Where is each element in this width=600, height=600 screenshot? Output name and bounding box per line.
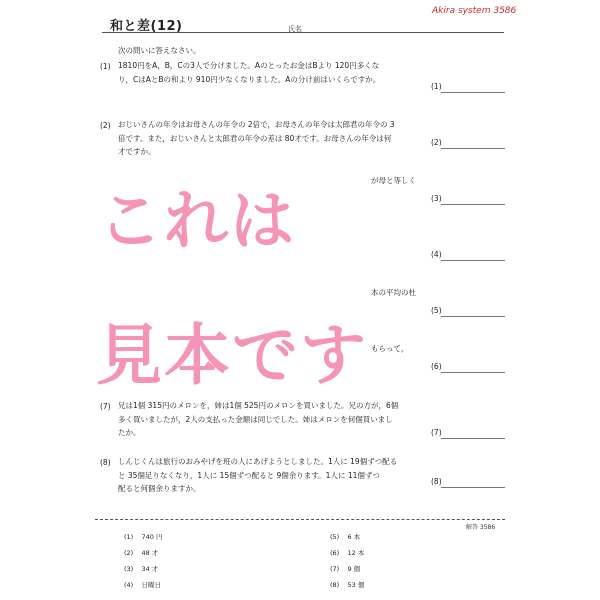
answer-label-6: (6) (431, 362, 442, 371)
name-field-label: 氏名 (288, 25, 302, 33)
answer-key-num: (2) (124, 549, 134, 557)
answer-label-8: (8) (431, 477, 442, 486)
instruction-text: 次の問いに答えなさい。 (118, 46, 201, 55)
answer-label-3: (3) (431, 194, 442, 203)
answer-key-num: (1) (124, 533, 134, 541)
answer-key-value: 53 個 (347, 581, 365, 589)
answer-label-2: (2) (431, 138, 442, 147)
question-8-text (118, 455, 440, 496)
answer-key-item-8 (330, 580, 364, 589)
answer-key-item-4 (124, 580, 161, 589)
answer-label-5: (5) (431, 306, 442, 315)
question-1-line-1: 1810円をA，B，Cの3人で分けました。Aのとったお金はBより 120円多くな (118, 61, 380, 70)
question-7-line-1: 兄は1個 315円のメロンを，姉は1個 525円のメロンを買いました。兄の方が，6個 (118, 401, 399, 410)
question-5-fragment: 本の平均の杜 (371, 288, 416, 297)
question-8-number: (8) (100, 458, 111, 467)
answer-blank-8[interactable] (441, 487, 505, 488)
question-2-line-2: 倍です。また，おじいさんと太郎君の年令の差は 80才です。お母さんの年令は何 (118, 133, 392, 143)
question-8-line-2: と 35個足りなくなり，1人に 15個ずつ配ると 9個余ります。1人に 11個ずつ (118, 470, 380, 480)
answer-blank-4[interactable] (441, 260, 505, 261)
answer-key-num: (8) (330, 581, 340, 589)
answer-blank-3[interactable] (441, 204, 505, 205)
answer-key-value: 12 本 (347, 549, 365, 557)
answer-blank-5[interactable] (441, 316, 505, 317)
question-7-line-3: たか。 (118, 428, 141, 437)
answer-key-value: 740 円 (141, 533, 163, 541)
answer-key-num: (3) (124, 565, 134, 573)
question-2-line-3: 才ですか。 (118, 147, 156, 156)
answer-blank-7[interactable] (441, 438, 505, 439)
worksheet-title: 和と差(12) (110, 19, 183, 34)
answer-key-value: 34 才 (141, 565, 159, 573)
question-2-line-1: おじいさんの年令はお母さんの年令の 2倍で，お母さんの年令は太郎君の年令の 3 (118, 120, 395, 129)
answer-key-value: 9 個 (347, 565, 361, 573)
sample-watermark-line-2: 見本です (96, 317, 368, 394)
answer-key-value: 6 本 (347, 533, 361, 541)
answer-key-item-1 (124, 532, 162, 541)
answer-key-label: 解答 3586 (466, 524, 496, 531)
answer-key-item-2 (124, 548, 158, 557)
answer-key-item-3 (124, 564, 158, 573)
brand-label: Akira system 3586 (432, 6, 517, 16)
answer-key-item-6 (330, 548, 364, 557)
answer-key-item-7 (330, 564, 360, 573)
answer-key-divider (95, 519, 505, 520)
question-8-line-1: しんじくんは旅行のおみやげを班の人にあげようとしました。1人に 19個ずつ配る (118, 457, 398, 466)
answer-key-value: 日曜日 (141, 581, 161, 589)
answer-key-num: (7) (330, 565, 340, 573)
header-rule (102, 32, 504, 33)
question-7-text (118, 399, 440, 440)
answer-label-1: (1) (431, 82, 442, 91)
answer-blank-2[interactable] (441, 148, 505, 149)
question-6-fragment: もらって， (371, 344, 409, 353)
answer-key-num: (5) (330, 533, 340, 541)
answer-blank-1[interactable] (441, 92, 505, 93)
answer-label-4: (4) (431, 250, 442, 259)
answer-blank-6[interactable] (441, 372, 505, 373)
question-2-number: (2) (100, 121, 111, 130)
answer-key-item-5 (330, 532, 360, 541)
question-7-number: (7) (100, 402, 111, 411)
answer-key-value: 48 才 (141, 549, 159, 557)
question-1-number: (1) (100, 62, 111, 71)
answer-key-num: (6) (330, 549, 340, 557)
sample-watermark-line-1: これは (98, 185, 296, 259)
question-3-fragment: が母と等しく (371, 176, 416, 185)
question-7-line-2: 多く買いましたが，2人の支払った金額は同じでした。姉はメロンを何個買いまし (118, 414, 393, 424)
question-2-text (118, 118, 440, 159)
question-1-text (118, 59, 440, 86)
question-1-line-2: り，CはAとBの和より 910円少なくなりました。Aの分け前はいくらですか。 (118, 74, 381, 84)
answer-label-7: (7) (431, 428, 442, 437)
question-8-line-3: 配ると何個余りますか。 (118, 484, 201, 493)
answer-key-num: (4) (124, 581, 134, 589)
